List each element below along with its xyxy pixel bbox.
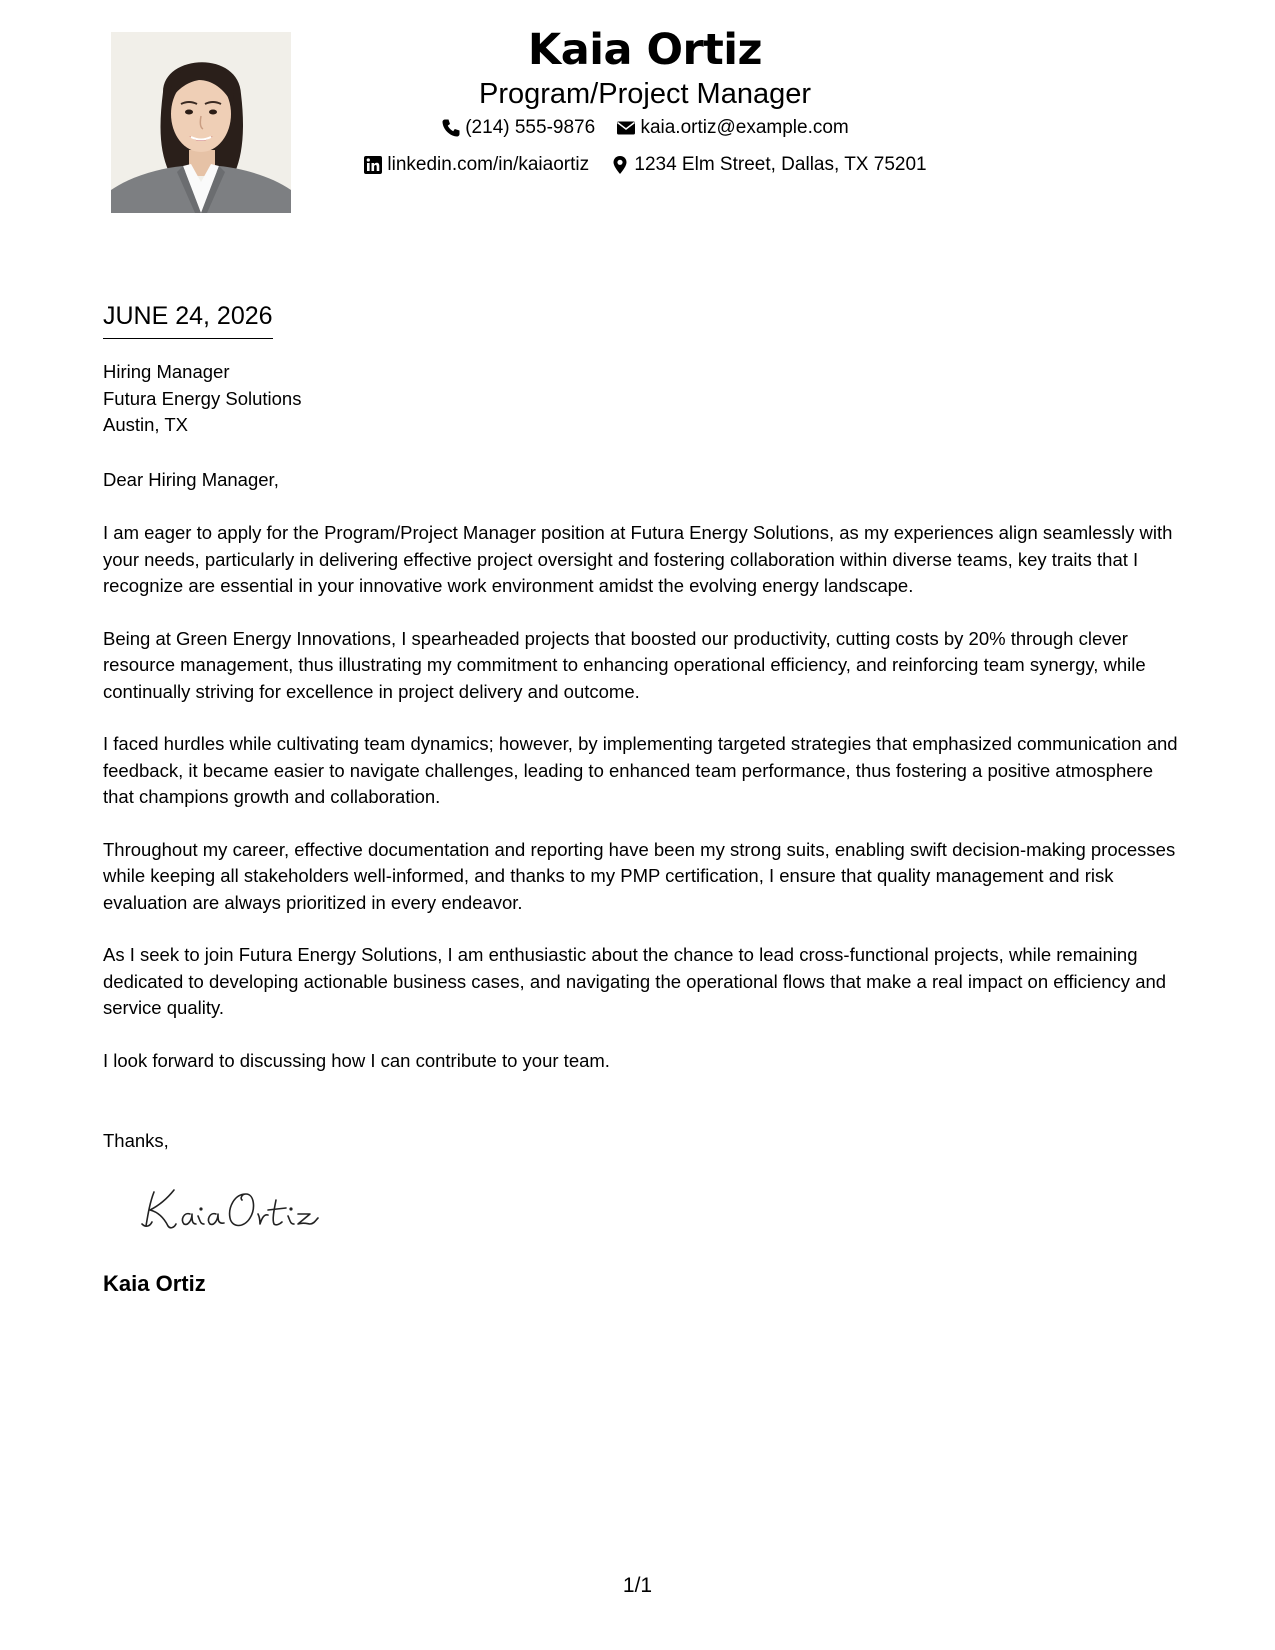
recipient-block xyxy=(103,359,301,439)
envelope-icon xyxy=(616,118,636,138)
body-paragraph: Throughout my career, effective documentation and reporting have been my strong suits, enabling swift decision-making processes while keeping all stakeholders well-informed, and thanks to my PMP certification, I ensure that quality management and risk evaluation are always prioritized in every endeavor. xyxy=(103,838,1176,913)
recipient-name: Hiring Manager xyxy=(103,361,230,382)
street-address: 1234 Elm Street, Dallas, TX 75201 xyxy=(634,154,927,175)
profile-photo xyxy=(111,32,291,213)
phone-number: (214) 555-9876 xyxy=(465,117,596,138)
body-paragraph: As I seek to join Futura Energy Solutions, I am enthusiastic about the chance to lead cross-functional projects, while remaining dedicated to developing actionable business cases, and navigating the operational flows that make a real impact on efficiency and service quality. xyxy=(103,944,1167,1018)
handwritten-signature xyxy=(140,1178,340,1238)
letter-date: JUNE 24, 2026 xyxy=(103,300,273,339)
applicant-name: Kaia Ortiz xyxy=(527,25,763,75)
phone-icon xyxy=(441,118,461,138)
linkedin-icon xyxy=(363,155,383,175)
recipient-company: Futura Energy Solutions xyxy=(103,387,302,409)
recipient-location: Austin, TX xyxy=(103,414,189,435)
map-pin-icon xyxy=(610,155,630,175)
letter-header xyxy=(300,22,990,186)
contact-phone xyxy=(441,112,595,144)
letter-body xyxy=(103,520,1178,1100)
applicant-title: Program/Project Manager xyxy=(478,78,812,110)
signer-name: Kaia Ortiz xyxy=(103,1271,206,1296)
closing-line: Thanks, xyxy=(103,1130,169,1151)
body-paragraph: Being at Green Energy Innovations, I spearheaded projects that boosted our productivity, cutting costs by 20% through clever resource management, thus illustrating my commitment to enhancing operational efficiency, and reinforcing team synergy, while continually striving for excellence in project delivery and outcome. xyxy=(103,627,1146,702)
page-number: 1/1 xyxy=(622,1574,653,1597)
email-address: kaia.ortiz@example.com xyxy=(640,117,849,138)
contact-row-2 xyxy=(300,149,990,186)
salutation: Dear Hiring Manager, xyxy=(103,469,279,490)
body-paragraph: I look forward to discussing how I can contribute to your team. xyxy=(103,1049,610,1071)
contact-address xyxy=(610,149,926,181)
contact-row-1 xyxy=(300,112,990,149)
linkedin-url: linkedin.com/in/kaiaortiz xyxy=(387,154,590,175)
contact-email xyxy=(616,112,848,144)
body-paragraph: I faced hurdles while cultivating team dynamics; however, by implementing targeted strategies that emphasized communication and feedback, it became easier to navigate challenges, leading to enhanced team performance, thus fostering a positive atmosphere that champions growth and collaboration. xyxy=(103,733,1178,807)
body-paragraph: I am eager to apply for the Program/Project Manager position at Futura Energy Solutions, as my experiences align seamlessly with your needs, particularly in delivering effective project oversight and fostering collaboration within diverse teams, key traits that I recognize are essential in your innovative work environment amidst the evolving energy landscape. xyxy=(103,522,1173,596)
contact-linkedin xyxy=(363,149,589,181)
